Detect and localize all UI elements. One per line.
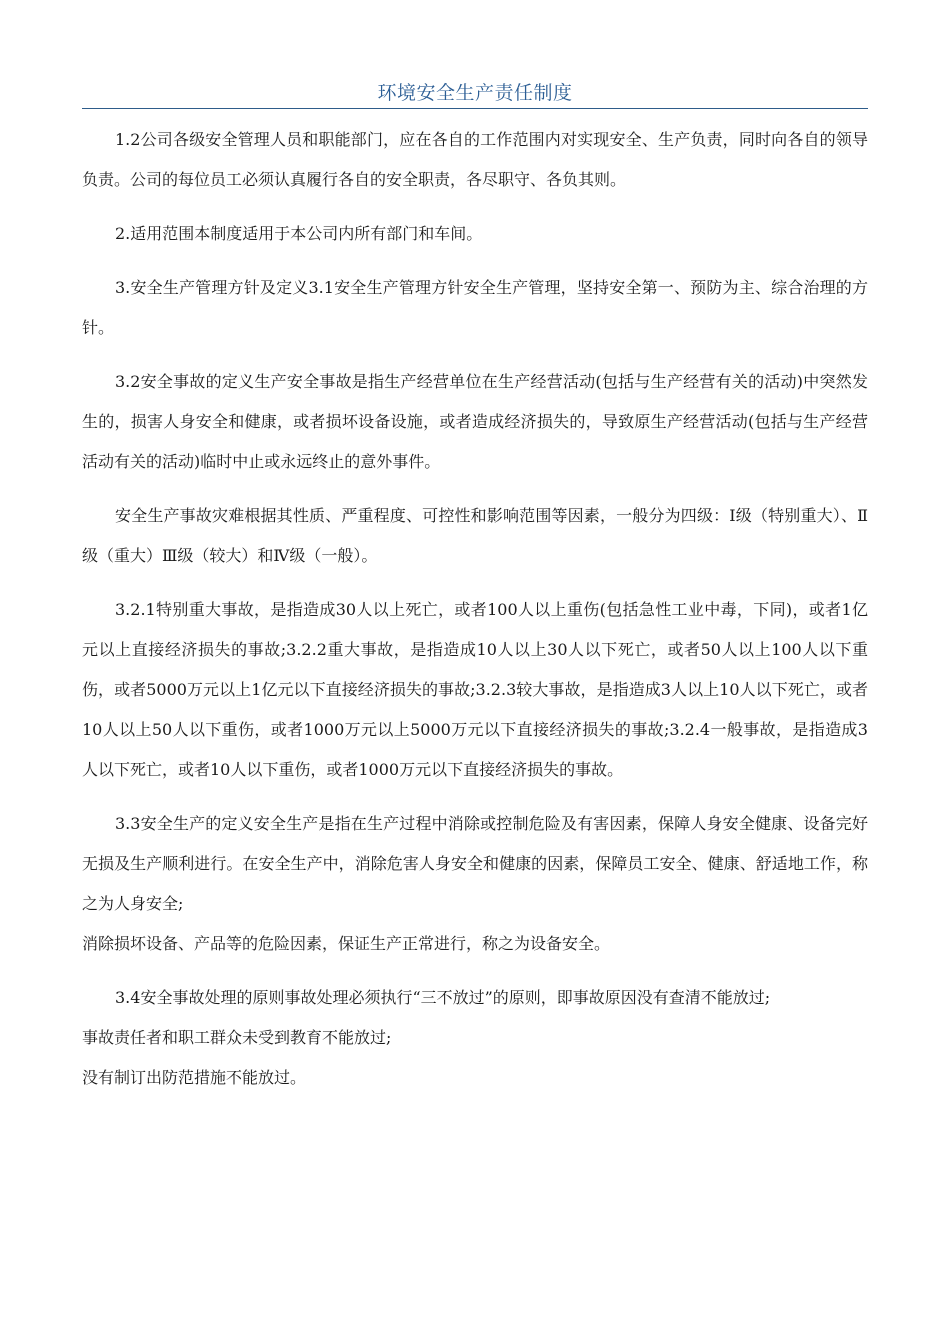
paragraph-3-4: 3.4安全事故处理的原则事故处理必须执行“三不放过”的原则，即事故原因没有查清不能放过; xyxy=(115,988,771,1007)
paragraph-3-3: 3.3安全生产的定义安全生产是指在生产过程中消除或控制危险及有害因素，保障人身安全健康、设备完好无损及生产顺利进行。在安全生产中，消除危害人身安全和健康的因素，保障员工安全、健康、舒适地工作，称之为人身安全; xyxy=(82,814,868,913)
paragraph-levels: 安全生产事故灾难根据其性质、严重程度、可控性和影响范围等因素，一般分为四级：Ⅰ级（特别重大）、Ⅱ级（重大）Ⅲ级（较大）和Ⅳ级（一般）。 xyxy=(82,506,868,565)
document-body xyxy=(82,120,868,1098)
page-header xyxy=(82,78,868,109)
paragraph-preventive-measures: 没有制订出防范措施不能放过。 xyxy=(82,1068,307,1087)
paragraph-equipment-safety: 消除损坏设备、产品等的危险因素，保证生产正常进行，称之为设备安全。 xyxy=(82,934,611,953)
paragraph-3-2: 3.2安全事故的定义生产安全事故是指生产经营单位在生产经营活动(包括与生产经营有关的活动)中突然发生的，损害人身安全和健康，或者损坏设备设施，或者造成经济损失的，导致原生产经营活动(包括与生产经营活动有关的活动)临时中止或永远终止的意外事件。 xyxy=(82,372,868,471)
header-title: 环境安全生产责任制度 xyxy=(377,82,573,104)
paragraph-2: 2.适用范围本制度适用于本公司内所有部门和车间。 xyxy=(115,224,483,243)
paragraph-3-2-1: 3.2.1特别重大事故，是指造成30人以上死亡，或者100人以上重伤(包括急性工业中毒，下同)，或者1亿元以上直接经济损失的事故;3.2.2重大事故，是指造成10人以上30人以下死亡，或者50人以上100人以下重伤，或者5000万元以上1亿元以下直接经济损失的事故;3.2.3较大事故，是指造成3人以上10人以下死亡，或者10人以上50人以下重伤，或者1000万元以上5000万元以下直接经济损失的事故;3.2.4一般事故，是指造成3人以下死亡，或者10人以下重伤，或者1000万元以下直接经济损失的事故。 xyxy=(82,600,868,779)
paragraph-1-2: 1.2公司各级安全管理人员和职能部门，应在各自的工作范围内对实现安全、生产负责，同时向各自的领导负责。公司的每位员工必须认真履行各自的安全职责，各尽职守、各负其则。 xyxy=(82,130,868,189)
paragraph-responsible-persons: 事故责任者和职工群众未受到教育不能放过; xyxy=(82,1028,392,1047)
paragraph-3-1: 3.安全生产管理方针及定义3.1安全生产管理方针安全生产管理，坚持安全第一、预防为主、综合治理的方针。 xyxy=(82,278,868,337)
